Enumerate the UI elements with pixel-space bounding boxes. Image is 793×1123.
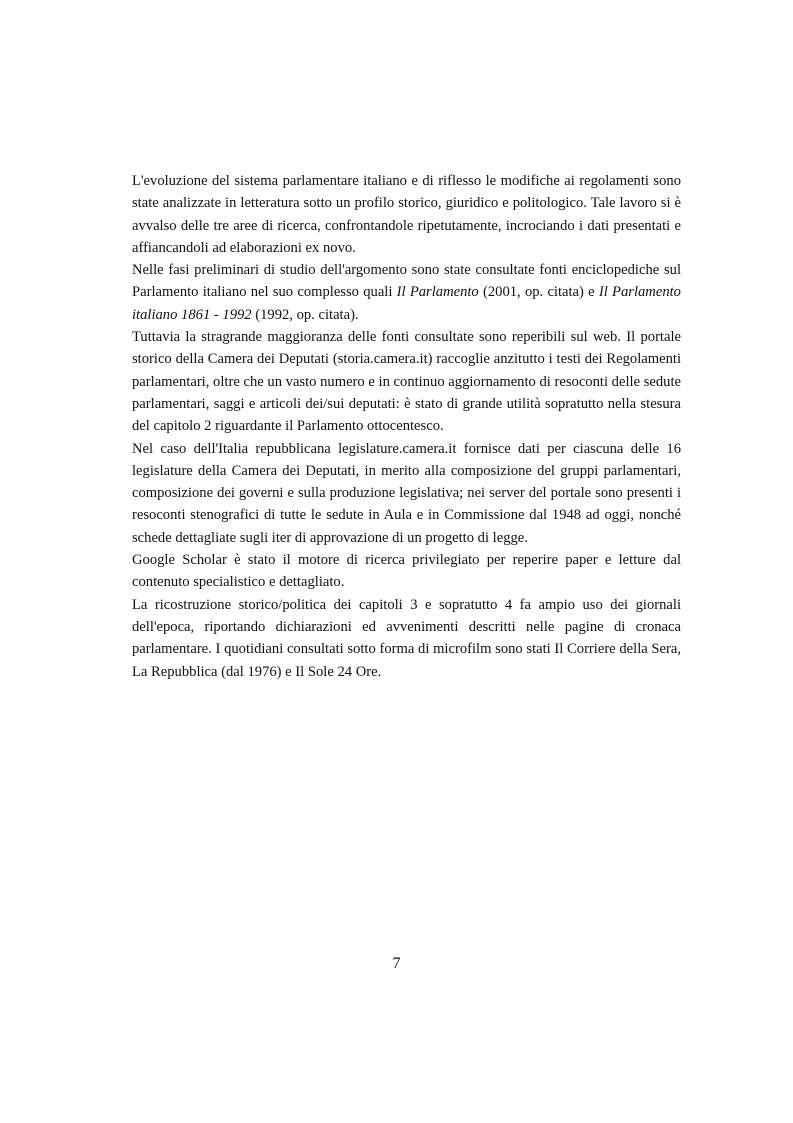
book-title-italic: Il Parlamento italiano 1861 - 1992 <box>132 284 681 323</box>
body-text <box>132 170 681 683</box>
book-title-italic: Il Parlamento <box>396 284 479 301</box>
paragraph-newspapers <box>132 594 681 683</box>
paragraph-sources-encyclopedic <box>132 259 681 326</box>
paragraph-text: L'evoluzione del sistema parlamentare italiano e di riflesso le modifiche ai regolamenti sono state analizzate in letteratura sotto un profilo storico, giuridico e politologico. Tale lavoro si è avvalso delle tre aree di ricerca, confrontandole ripetutamente, incrociando i dati presentati e affiancandoli ad elaborazioni ex novo. <box>132 173 681 256</box>
paragraph-text: Nelle fasi preliminari di studio dell'argomento sono state consultate fonti enciclopediche sul Parlamento italiano nel suo complesso quali <box>132 262 681 301</box>
paragraph-text: Tuttavia la stragrande maggioranza delle fonti consultate sono reperibili sul web. Il portale storico della Camera dei Deputati (storia.camera.it) raccoglie anzitutto i testi dei Regolamenti parlamentari, oltre che un vasto numero e in continuo aggiornamento di resoconti delle sedute parlamentari, saggi e articoli dei/sui deputati: è stato di grande utilità sopratutto nella stesura del capitolo 2 riguardante il Parlamento ottocentesco. <box>132 329 681 435</box>
page-number: 7 <box>392 955 401 972</box>
paragraph-text: La ricostruzione storico/politica dei capitoli 3 e sopratutto 4 fa ampio uso dei giornali dell'epoca, riportando dichiarazioni ed avvenimenti descritti nelle pagine di cronaca parlamentare. I quotidiani consultati sotto forma di microfilm sono stati Il Corriere della Sera, La Repubblica (dal 1976) e Il Sole 24 Ore. <box>132 596 681 680</box>
paragraph-text: (2001, op. citata) e <box>478 284 599 301</box>
paragraph-text: Nel caso dell'Italia repubblicana legislature.camera.it fornisce dati per ciascuna delle 16 legislature della Camera dei Deputati, in merito alla composizione del gruppi parlamentari, composizione dei governi e sulla produzione legislativa; nei server del portale sono presenti i resoconti stenografici di tutte le sedute in Aula e in Commissione dal 1948 ad oggi, nonché schede dettagliate sugli iter di approvazione di un progetto di legge. <box>132 440 681 546</box>
paragraph-intro <box>132 170 681 259</box>
paragraph-google-scholar <box>132 549 681 594</box>
paragraph-web-sources <box>132 326 681 437</box>
paragraph-republic-sources <box>132 438 681 549</box>
paragraph-text: Google Scholar è stato il motore di ricerca privilegiato per reperire paper e letture dal contenuto specialistico e dettagliato. <box>132 552 681 591</box>
paragraph-text: (1992, op. citata). <box>251 306 359 323</box>
